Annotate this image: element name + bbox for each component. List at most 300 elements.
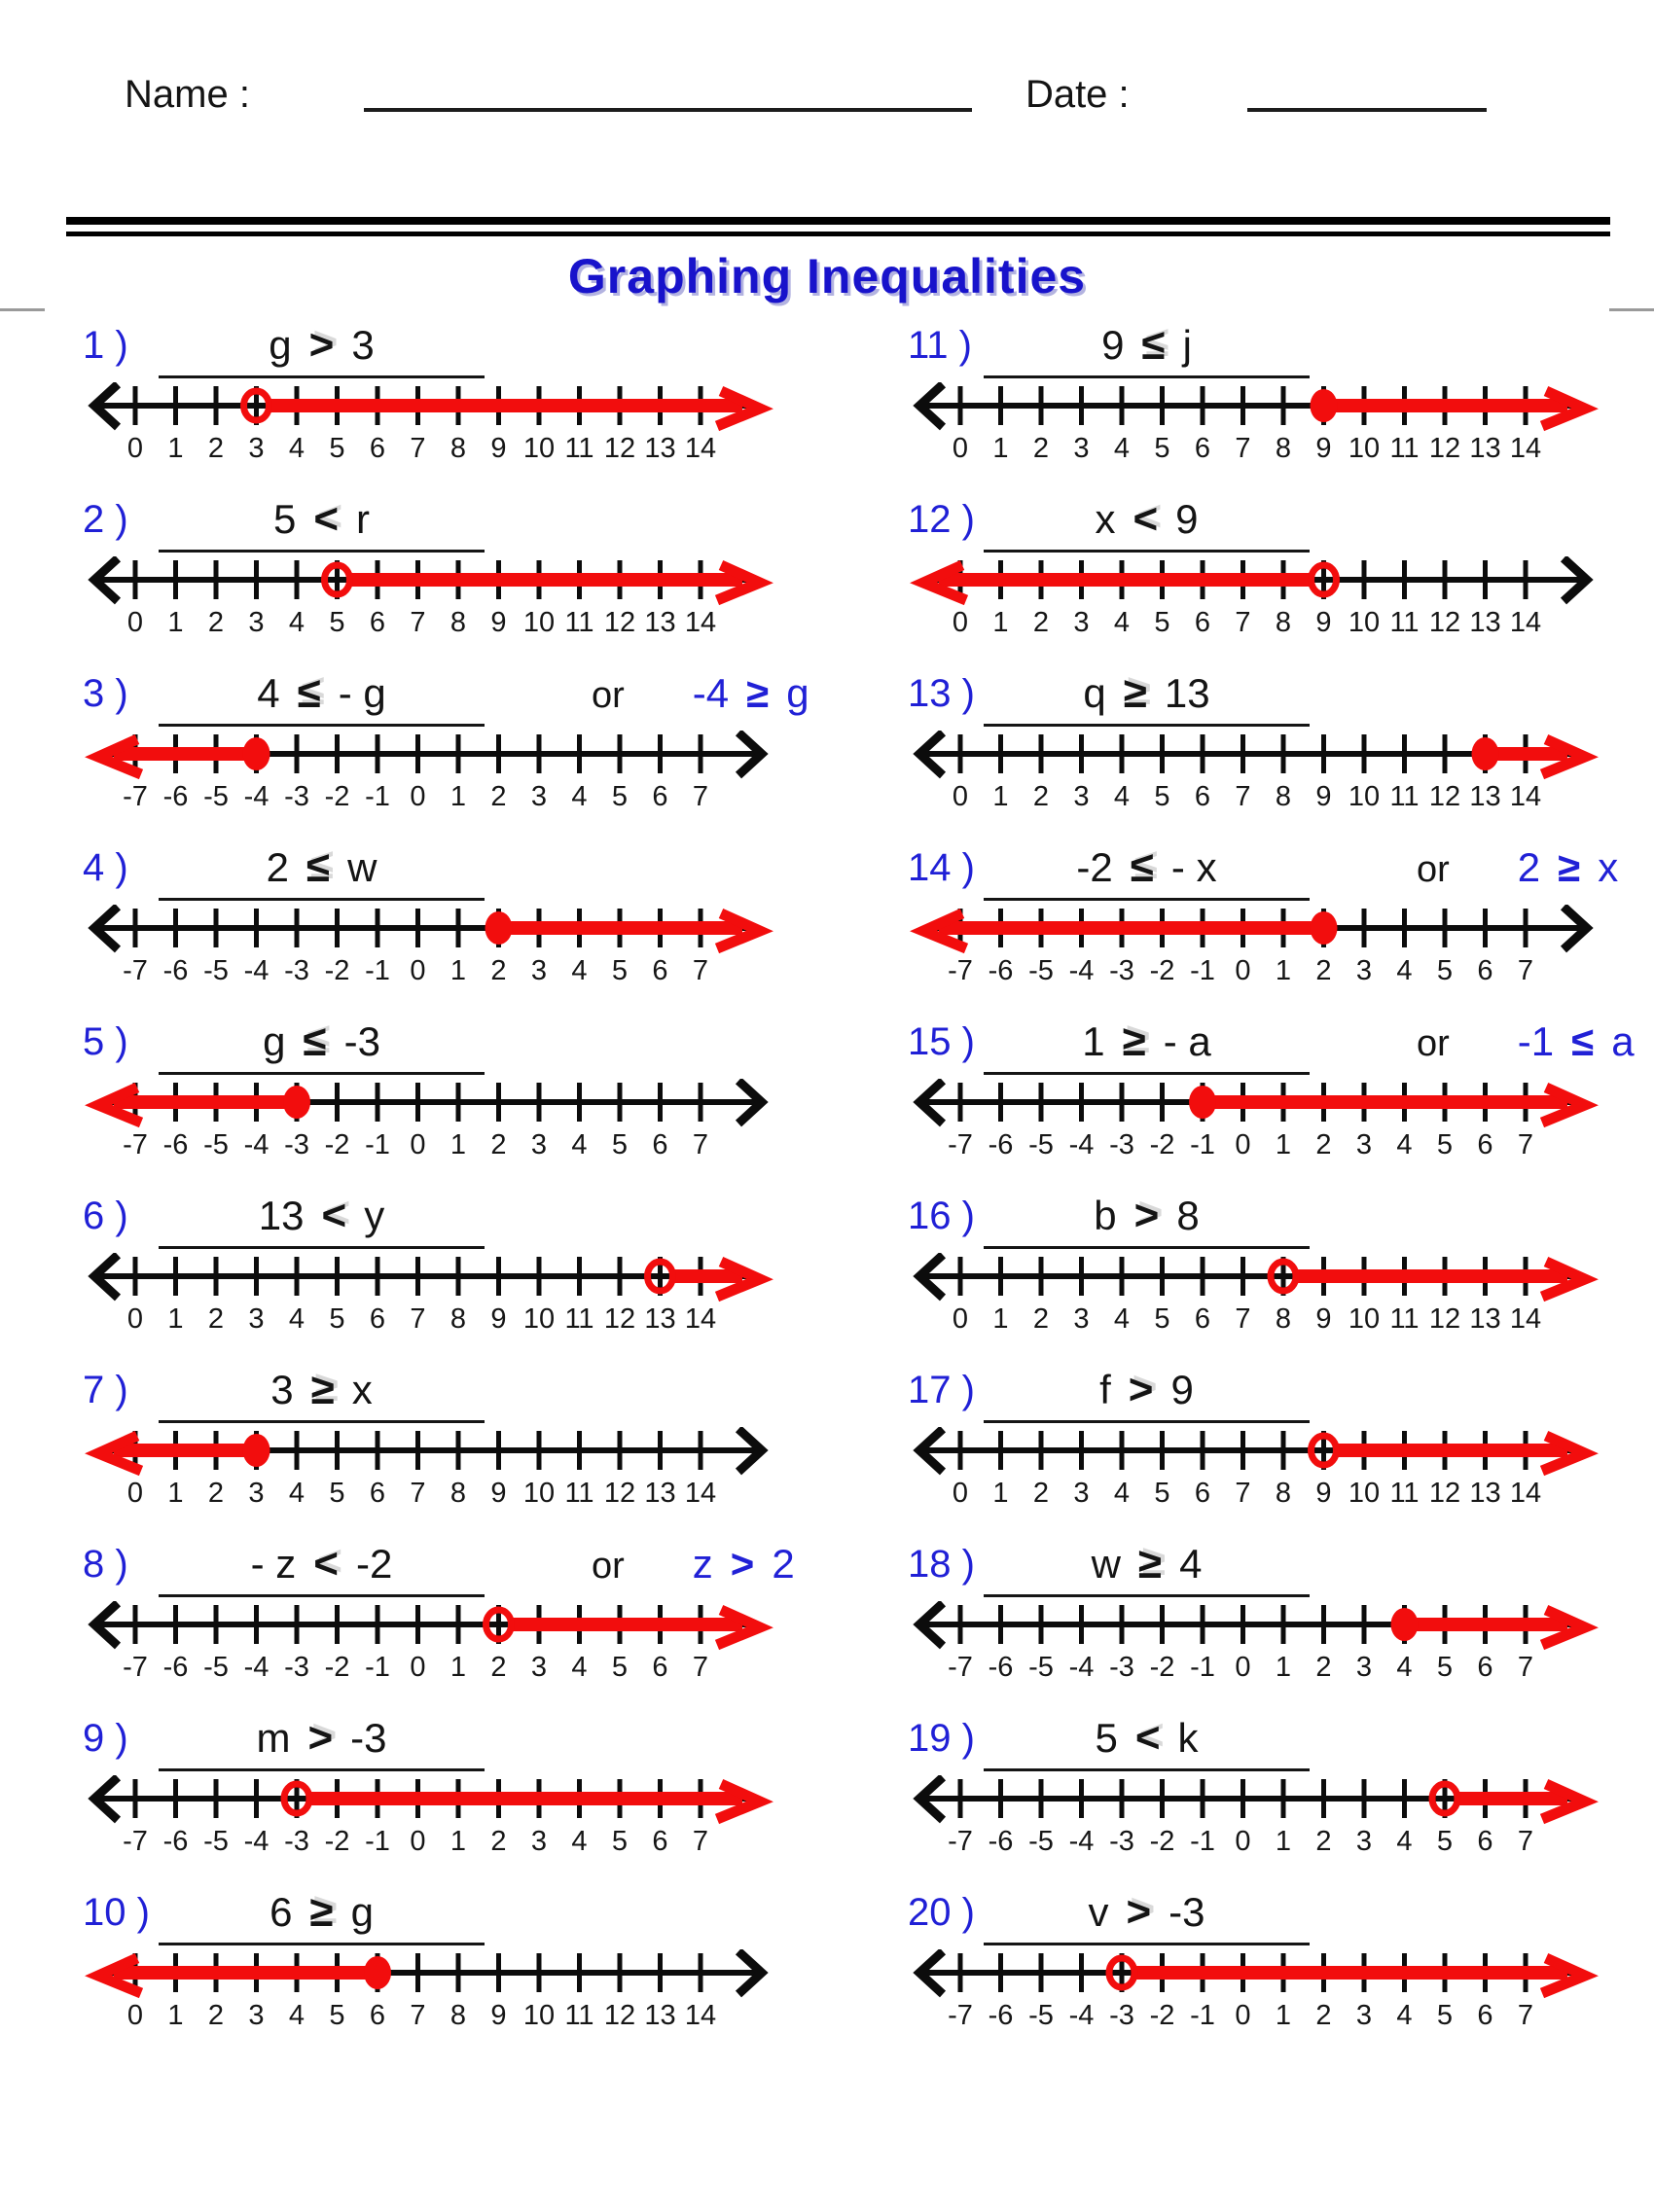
- inequality-lhs: -2: [1076, 844, 1113, 890]
- tick-label: 10: [522, 1478, 556, 1509]
- problem-header: [83, 843, 773, 903]
- inequality-lhs: 9: [1101, 322, 1125, 368]
- problem-block: [83, 1714, 773, 1891]
- inequality-alt: [1518, 1020, 1635, 1063]
- inequality-lhs: b: [1094, 1193, 1117, 1238]
- tick-label: 2: [1315, 2000, 1332, 2031]
- tick-label: 12: [1428, 607, 1461, 638]
- tick-label: 4: [571, 1826, 588, 1857]
- tick-label: 7: [1517, 1129, 1534, 1160]
- inequality-rhs: -2: [356, 1541, 393, 1587]
- inequality-rhs: g: [350, 1889, 374, 1935]
- tick-label: -4: [1068, 1129, 1095, 1160]
- tick-label: 3: [530, 1826, 548, 1857]
- problem-block: [908, 1540, 1599, 1717]
- tick-label: 11: [564, 607, 594, 638]
- tick-label: 10: [522, 2000, 556, 2031]
- tick-label: -3: [284, 1652, 309, 1683]
- tick-label: -4: [243, 1652, 270, 1683]
- inequality-operator: >: [730, 1541, 755, 1587]
- inequality-lhs: -4: [692, 670, 730, 716]
- tick-label: 6: [1477, 1129, 1493, 1160]
- inequality-rhs: 8: [1176, 1193, 1200, 1238]
- problem-number: 19 ): [908, 1717, 975, 1760]
- inequality-lhs: w: [1091, 1541, 1121, 1587]
- tick-label: 13: [644, 1303, 676, 1335]
- tick-label: 9: [1315, 781, 1332, 812]
- tick-label: 4: [571, 1652, 588, 1683]
- inequality-operator: ≥: [1558, 844, 1581, 890]
- inequality-main: [159, 669, 485, 727]
- inequality-lhs: 3: [270, 1367, 294, 1412]
- tick-label: 3: [1355, 1826, 1373, 1857]
- tick-label: 11: [1389, 1478, 1420, 1509]
- inequality-operator: ≤: [297, 669, 321, 717]
- tick-label: 4: [1396, 2000, 1413, 2031]
- problem-block: [908, 495, 1599, 672]
- tick-label: 1: [992, 781, 1009, 812]
- tick-label: -2: [324, 955, 350, 986]
- tick-label: 2: [207, 2000, 225, 2031]
- tick-label: 5: [329, 1478, 345, 1509]
- number-line: [83, 1775, 773, 1857]
- problem-block: [83, 843, 773, 1020]
- inequality-operator: <: [1134, 1714, 1161, 1762]
- tick-label: 13: [1469, 433, 1501, 464]
- number-line: [908, 1079, 1599, 1160]
- tick-label: 14: [684, 607, 717, 638]
- tick-label: -1: [365, 1129, 390, 1160]
- tick-label: 0: [126, 433, 144, 464]
- problem-header: [908, 1714, 1599, 1773]
- tick-label: -5: [1028, 1826, 1054, 1857]
- tick-label: 13: [644, 1478, 676, 1509]
- date-blank-line: [1247, 108, 1487, 112]
- tick-label: -7: [948, 1652, 973, 1683]
- tick-label: 6: [369, 607, 386, 638]
- tick-label: 7: [1235, 1478, 1251, 1509]
- number-line: [83, 382, 773, 464]
- problem-block: [908, 843, 1619, 1020]
- tick-label: 1: [1275, 1129, 1292, 1160]
- tick-label: 0: [952, 433, 969, 464]
- tick-label: 11: [1389, 433, 1420, 464]
- tick-label: 5: [611, 781, 629, 812]
- tick-label: -4: [1068, 1826, 1095, 1857]
- problem-block: [83, 1540, 795, 1717]
- tick-label: -6: [988, 2000, 1014, 2031]
- tick-label: 7: [410, 607, 426, 638]
- tick-label: -2: [324, 1652, 350, 1683]
- tick-label: 0: [126, 1303, 144, 1335]
- tick-label: -5: [1028, 955, 1054, 986]
- tick-label: 12: [1428, 1303, 1461, 1335]
- tick-label: 0: [126, 2000, 144, 2031]
- tick-label: 14: [1509, 433, 1542, 464]
- tick-label: 4: [1396, 1826, 1413, 1857]
- tick-label: -7: [123, 955, 148, 986]
- number-line: [908, 1601, 1599, 1683]
- tick-label: 14: [684, 1303, 717, 1335]
- inequality-operator: ≤: [1571, 1018, 1595, 1064]
- tick-label: 8: [1275, 1478, 1292, 1509]
- tick-label: -4: [243, 955, 270, 986]
- problem-block: [908, 1366, 1599, 1543]
- number-line: [908, 1775, 1599, 1857]
- inequality-lhs: -1: [1517, 1018, 1555, 1064]
- tick-label: 12: [1428, 1478, 1461, 1509]
- tick-label: 7: [692, 1652, 709, 1683]
- tick-label: 5: [1436, 955, 1454, 986]
- inequality-lhs: 2: [1517, 844, 1541, 890]
- tick-label: 3: [1355, 1652, 1373, 1683]
- tick-label: 3: [248, 1303, 265, 1335]
- tick-label: -6: [162, 1826, 189, 1857]
- tick-label: 10: [522, 433, 556, 464]
- inequality-operator: ≤: [306, 843, 331, 891]
- tick-label: 2: [1032, 1303, 1050, 1335]
- tick-label: 0: [410, 1652, 426, 1683]
- tick-label: 1: [1275, 2000, 1292, 2031]
- number-line: [83, 905, 773, 986]
- problem-header: [83, 321, 773, 380]
- tick-label: 7: [1235, 781, 1251, 812]
- tick-label: 0: [952, 1478, 969, 1509]
- tick-label: 4: [1113, 433, 1131, 464]
- tick-label: 10: [1348, 433, 1381, 464]
- tick-label: -7: [948, 1129, 973, 1160]
- inequality-main: [984, 321, 1310, 378]
- tick-label: 2: [490, 1652, 507, 1683]
- tick-label: 14: [1509, 781, 1542, 812]
- tick-label: 10: [1348, 607, 1381, 638]
- tick-label: 1: [167, 607, 184, 638]
- problem-block: [908, 1888, 1599, 2065]
- inequality-lhs: - z: [250, 1541, 297, 1587]
- date-label: Date :: [1025, 73, 1130, 116]
- inequality-operator: >: [308, 321, 335, 369]
- tick-label: 5: [1436, 1652, 1454, 1683]
- tick-label: 1: [992, 1478, 1009, 1509]
- tick-label: 14: [684, 1478, 717, 1509]
- inequality-operator: <: [1133, 495, 1159, 543]
- tick-label: 8: [449, 1478, 467, 1509]
- tick-label: 0: [126, 607, 144, 638]
- tick-label: 8: [1275, 433, 1292, 464]
- tick-label: 7: [410, 1478, 426, 1509]
- problems-right-column: [908, 321, 1635, 2065]
- inequality-rhs: - x: [1170, 844, 1217, 890]
- tick-label: 4: [571, 1129, 588, 1160]
- inequality-lhs: 5: [272, 496, 297, 542]
- tick-label: 4: [288, 607, 306, 638]
- tick-label: 8: [449, 1303, 467, 1335]
- tick-label: 6: [1477, 1652, 1493, 1683]
- tick-label: 10: [1348, 781, 1381, 812]
- tick-label: -7: [948, 1826, 973, 1857]
- tick-label: 1: [167, 433, 184, 464]
- tick-label: -2: [324, 1826, 350, 1857]
- tick-label: -1: [365, 955, 390, 986]
- closed-circle: [1391, 1608, 1419, 1641]
- tick-label: -1: [1190, 2000, 1215, 2031]
- inequality-operator: <: [313, 1540, 339, 1588]
- problem-header: [908, 1192, 1599, 1251]
- tick-label: 7: [1517, 1826, 1534, 1857]
- tick-label: -7: [948, 955, 973, 986]
- tick-label: -3: [284, 1826, 309, 1857]
- tick-label: 2: [1315, 1129, 1332, 1160]
- inequality-operator: ≥: [746, 670, 770, 716]
- inequality-main: [984, 669, 1310, 727]
- tick-label: 3: [248, 433, 265, 464]
- tick-label: 0: [952, 1303, 969, 1335]
- tick-label: 7: [692, 1129, 709, 1160]
- tick-label: -7: [948, 2000, 973, 2031]
- inequality-rhs: j: [1182, 322, 1192, 368]
- tick-label: 12: [1428, 781, 1461, 812]
- tick-label: 14: [684, 433, 717, 464]
- tick-label: 1: [167, 2000, 184, 2031]
- tick-label: -4: [1068, 955, 1095, 986]
- problem-header: [83, 495, 773, 554]
- tick-label: 3: [1073, 1478, 1090, 1509]
- tick-label: 14: [684, 2000, 717, 2031]
- inequality-lhs: 2: [266, 844, 289, 890]
- tick-label: -3: [1109, 2000, 1134, 2031]
- tick-label: 3: [530, 1652, 548, 1683]
- tick-label: 0: [410, 1129, 426, 1160]
- tick-label: 2: [1032, 781, 1050, 812]
- tick-label: 1: [449, 955, 467, 986]
- tick-label: -3: [284, 955, 309, 986]
- problem-number: 11 ): [908, 324, 972, 367]
- inequality-alt: [693, 1543, 795, 1586]
- page-title: Graphing Inequalities: [567, 249, 1087, 303]
- tick-label: -2: [1149, 955, 1175, 986]
- tick-label: 2: [207, 433, 225, 464]
- header: [125, 72, 1654, 117]
- inequality-rhs: r: [356, 496, 371, 542]
- inequality-lhs: 5: [1095, 1715, 1118, 1761]
- tick-label: 9: [1315, 607, 1332, 638]
- problem-number: 17 ): [908, 1369, 975, 1411]
- inequality-main: [984, 1540, 1310, 1597]
- tick-label: 9: [1315, 1478, 1332, 1509]
- inequality-rhs: x: [351, 1367, 373, 1412]
- tick-label: 0: [952, 781, 969, 812]
- problem-block: [83, 1017, 773, 1195]
- tick-label: 3: [248, 1478, 265, 1509]
- tick-label: -3: [284, 1129, 309, 1160]
- tick-label: 1: [449, 1652, 467, 1683]
- inequality-lhs: 4: [257, 670, 280, 716]
- tick-label: 2: [1315, 1826, 1332, 1857]
- tick-label: 13: [644, 607, 676, 638]
- tick-label: -1: [365, 1826, 390, 1857]
- tick-label: 9: [490, 607, 507, 638]
- tick-label: 4: [288, 433, 306, 464]
- problem-number: 8 ): [83, 1543, 128, 1586]
- tick-label: 1: [992, 433, 1009, 464]
- inequality-main: [159, 1017, 485, 1075]
- tick-label: -6: [162, 955, 189, 986]
- tick-label: 7: [1235, 1303, 1251, 1335]
- tick-label: 13: [644, 2000, 676, 2031]
- problem-number: 2 ): [83, 498, 128, 541]
- tick-label: -4: [1068, 2000, 1095, 2031]
- tick-label: 5: [329, 1303, 345, 1335]
- tick-label: -4: [1068, 1652, 1095, 1683]
- tick-label: 7: [1517, 2000, 1534, 2031]
- number-line: [908, 382, 1599, 464]
- tick-label: 12: [603, 433, 636, 464]
- closed-circle: [1472, 737, 1499, 770]
- inequality-main: [159, 1714, 485, 1771]
- tick-label: 11: [1389, 607, 1420, 638]
- tick-label: -5: [1028, 1652, 1054, 1683]
- inequality-rhs: 2: [772, 1541, 795, 1587]
- problem-number: 12 ): [908, 498, 975, 541]
- problem-number: 4 ): [83, 846, 128, 889]
- tick-label: 0: [410, 955, 426, 986]
- tick-label: 1: [992, 607, 1009, 638]
- tick-label: 1: [1275, 955, 1292, 986]
- tick-label: -5: [203, 1129, 229, 1160]
- tick-label: 0: [410, 1826, 426, 1857]
- tick-label: 14: [1509, 607, 1542, 638]
- inequality-rhs: 9: [1170, 1367, 1194, 1412]
- inequality-main: [159, 321, 485, 378]
- problem-block: [83, 669, 809, 846]
- tick-label: 11: [564, 433, 594, 464]
- tick-label: 6: [1194, 781, 1211, 812]
- tick-label: 13: [644, 433, 676, 464]
- tick-label: 14: [1509, 1478, 1542, 1509]
- closed-circle: [243, 737, 270, 770]
- problem-header: [83, 1888, 773, 1947]
- inequality-rhs: -3: [1169, 1889, 1205, 1935]
- tick-label: 8: [449, 2000, 467, 2031]
- number-line: [83, 731, 773, 812]
- number-line: [908, 731, 1599, 812]
- tick-label: 6: [1194, 1478, 1211, 1509]
- tick-label: -6: [162, 1652, 189, 1683]
- problem-block: [908, 1017, 1635, 1195]
- number-line: [908, 556, 1599, 638]
- closed-circle: [485, 911, 513, 945]
- tick-label: -7: [123, 1652, 148, 1683]
- inequality-operator: ≥: [309, 1888, 334, 1936]
- problem-header: [908, 495, 1599, 554]
- inequality-lhs: 1: [1082, 1018, 1105, 1064]
- inequality-rhs: -3: [350, 1715, 387, 1761]
- tick-label: 11: [564, 1478, 594, 1509]
- tick-label: 6: [1194, 1303, 1211, 1335]
- tick-label: 7: [1517, 955, 1534, 986]
- tick-label: -3: [1109, 1652, 1134, 1683]
- inequality-main: [984, 1714, 1310, 1771]
- tick-label: 3: [248, 607, 265, 638]
- tick-label: 13: [1469, 781, 1501, 812]
- tick-label: 6: [369, 2000, 386, 2031]
- tick-label: -3: [284, 781, 309, 812]
- inequality-operator: ≥: [1123, 669, 1147, 717]
- problem-number: 10 ): [83, 1891, 150, 1934]
- tick-label: 14: [1509, 1303, 1542, 1335]
- tick-label: 9: [490, 433, 507, 464]
- tick-label: 2: [1032, 1478, 1050, 1509]
- tick-label: -7: [123, 1826, 148, 1857]
- tick-label: 10: [522, 1303, 556, 1335]
- tick-label: 4: [1396, 1652, 1413, 1683]
- tick-label: -2: [324, 781, 350, 812]
- tick-label: 11: [564, 1303, 594, 1335]
- problem-number: 18 ): [908, 1543, 975, 1586]
- tick-label: 3: [530, 1129, 548, 1160]
- problem-number: 7 ): [83, 1369, 128, 1411]
- inequality-rhs: w: [347, 844, 378, 890]
- tick-label: 13: [1469, 1478, 1501, 1509]
- tick-label: 4: [1113, 607, 1131, 638]
- closed-circle: [1311, 389, 1338, 422]
- tick-label: 3: [1073, 1303, 1090, 1335]
- tick-label: 3: [530, 781, 548, 812]
- inequality-alt: [693, 672, 809, 715]
- tick-label: 12: [1428, 433, 1461, 464]
- problem-block: [908, 321, 1599, 498]
- tick-label: 7: [692, 955, 709, 986]
- tick-label: 2: [207, 1478, 225, 1509]
- name-label: Name :: [125, 73, 250, 116]
- inequality-main: [984, 843, 1310, 901]
- number-line: [908, 1949, 1599, 2031]
- number-line: [83, 1427, 773, 1509]
- tick-label: 5: [611, 1652, 629, 1683]
- number-line: [908, 905, 1599, 986]
- inequality-main: [159, 495, 485, 553]
- problem-block: [908, 669, 1599, 846]
- inequality-main: [984, 495, 1310, 553]
- tick-label: 5: [1154, 1478, 1170, 1509]
- tick-label: -6: [988, 1652, 1014, 1683]
- tick-label: 13: [1469, 1303, 1501, 1335]
- closed-circle: [1311, 911, 1338, 945]
- or-label: or: [592, 1546, 625, 1587]
- tick-label: -2: [1149, 2000, 1175, 2031]
- tick-label: 4: [1113, 1478, 1131, 1509]
- tick-label: 5: [1436, 2000, 1454, 2031]
- inequality-rhs: y: [364, 1193, 385, 1238]
- number-line: [83, 1601, 773, 1683]
- tick-label: 13: [1469, 607, 1501, 638]
- tick-label: 6: [652, 1826, 668, 1857]
- problem-header: [83, 1366, 773, 1425]
- tick-label: -1: [1190, 1129, 1215, 1160]
- inequality-rhs: 4: [1179, 1541, 1203, 1587]
- tick-label: 2: [207, 607, 225, 638]
- tick-label: -1: [1190, 955, 1215, 986]
- problem-number: 3 ): [83, 672, 128, 715]
- tick-label: 7: [1235, 433, 1251, 464]
- inequality-alt: [1518, 846, 1618, 889]
- tick-label: 2: [207, 1303, 225, 1335]
- tick-label: 7: [692, 1826, 709, 1857]
- tick-label: 5: [611, 1826, 629, 1857]
- tick-label: -4: [243, 781, 270, 812]
- tick-label: 0: [126, 1478, 144, 1509]
- inequality-main: [159, 843, 485, 901]
